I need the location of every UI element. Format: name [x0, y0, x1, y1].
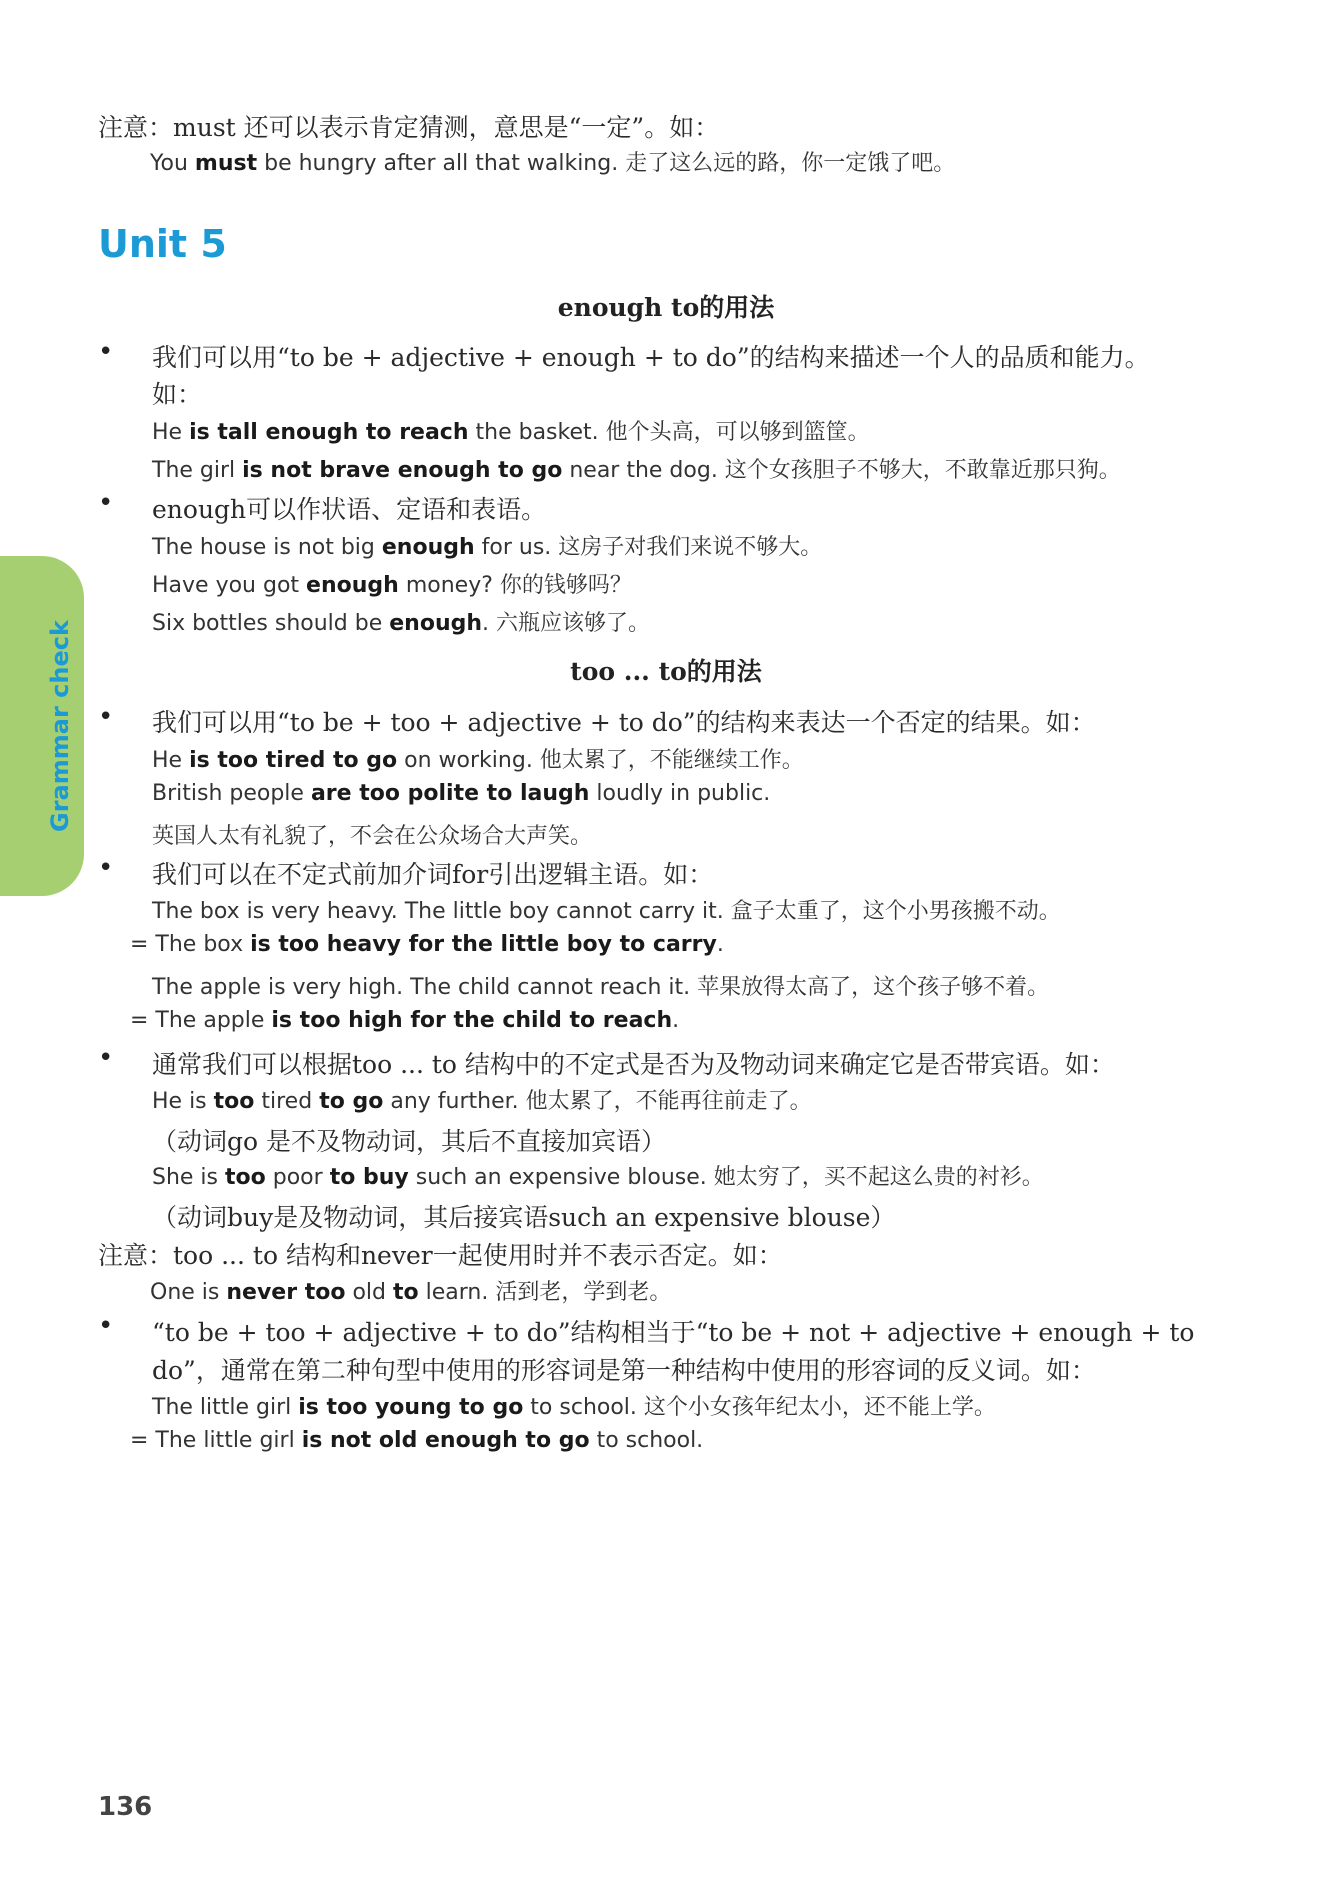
bullet-dot: •	[98, 1311, 114, 1341]
enough-usage-text: enough可以作状语、定语和表语。	[152, 495, 547, 524]
enough-rule-text-cont: 如：	[152, 380, 203, 409]
example-sentence: The little girl is too young to go to school. 这个小女孩年纪太小，还不能上学。	[152, 1395, 996, 1420]
example-equivalent: = The little girl is not old enough to go to school.	[130, 1428, 704, 1453]
bullet-dot: •	[98, 488, 114, 518]
bullet-dot: •	[98, 702, 114, 732]
object-rule-text: 通常我们可以根据too ... to 结构中的不定式是否为及物动词来确定它是否带宾语。如：	[152, 1050, 1115, 1079]
example-sentence: British people are too polite to laugh loudly in public.	[152, 781, 771, 806]
page-number: 136	[98, 1792, 153, 1822]
enough-rule-text: 我们可以用“to be + adjective + enough + to do”的结构来描述一个人的品质和能力。	[152, 343, 1150, 372]
example-note: （动词buy是及物动词，其后接宾语such an expensive blouse）	[152, 1203, 896, 1232]
never-example: One is never too old to learn. 活到老，学到老。	[150, 1280, 672, 1305]
grammar-check-tab-label: Grammar check	[46, 620, 74, 832]
example-equivalent: = The apple is too high for the child to reach.	[130, 1008, 680, 1033]
unit-title: Unit 5	[98, 222, 227, 266]
example-sentence: Six bottles should be enough. 六瓶应该够了。	[152, 611, 651, 636]
bullet-dot: •	[98, 853, 114, 883]
example-sentence: The box is very heavy. The little boy cannot carry it. 盒子太重了，这个小男孩搬不动。	[152, 899, 1061, 924]
bullet-dot: •	[98, 337, 114, 367]
example-sentence: The girl is not brave enough to go near the dog. 这个女孩胆子不够大，不敢靠近那只狗。	[152, 458, 1121, 483]
for-rule-text: 我们可以在不定式前加介词for引出逻辑主语。如：	[152, 860, 714, 889]
example-sentence: The apple is very high. The child cannot reach it. 苹果放得太高了，这个孩子够不着。	[152, 975, 1050, 1000]
example-sentence: He is too tired to go on working. 他太累了，不能继续工作。	[152, 748, 804, 773]
never-note: 注意：too ... to 结构和never一起使用时并不表示否定。如：	[98, 1241, 783, 1270]
section-title-enough-to: enough to的用法	[557, 293, 775, 322]
example-sentence: She is too poor to buy such an expensive blouse. 她太穷了，买不起这么贵的衬衫。	[152, 1165, 1044, 1190]
equivalence-rule-text-cont: do”，通常在第二种句型中使用的形容词是第一种结构中使用的形容词的反义词。如：	[152, 1356, 1096, 1385]
too-rule-text: 我们可以用“to be + too + adjective + to do”的结构来表达一个否定的结果。如：	[152, 708, 1096, 737]
bullet-dot: •	[98, 1043, 114, 1073]
example-note: （动词go 是不及物动词，其后不直接加宾语）	[152, 1127, 667, 1156]
example-sentence: Have you got enough money? 你的钱够吗？	[152, 573, 632, 598]
example-translation: 英国人太有礼貌了，不会在公众场合大声笑。	[152, 824, 593, 849]
equivalence-rule-text: “to be + too + adjective + to do”结构相当于“to be + not + adjective + enough + to	[152, 1318, 1195, 1347]
section-title-too-to: too ... to的用法	[570, 657, 762, 686]
example-sentence: He is tall enough to reach the basket. 他个头高，可以够到篮筐。	[152, 420, 870, 445]
example-sentence: The house is not big enough for us. 这房子对我们来说不够大。	[152, 535, 823, 560]
example-equivalent: = The box is too heavy for the little boy to carry.	[130, 932, 724, 957]
example-sentence: He is too tired to go any further. 他太累了，不能再往前走了。	[152, 1089, 812, 1114]
must-example: You must be hungry after all that walking. 走了这么远的路，你一定饿了吧。	[150, 151, 956, 176]
must-note: 注意：must 还可以表示肯定猜测，意思是“一定”。如：	[98, 113, 720, 142]
